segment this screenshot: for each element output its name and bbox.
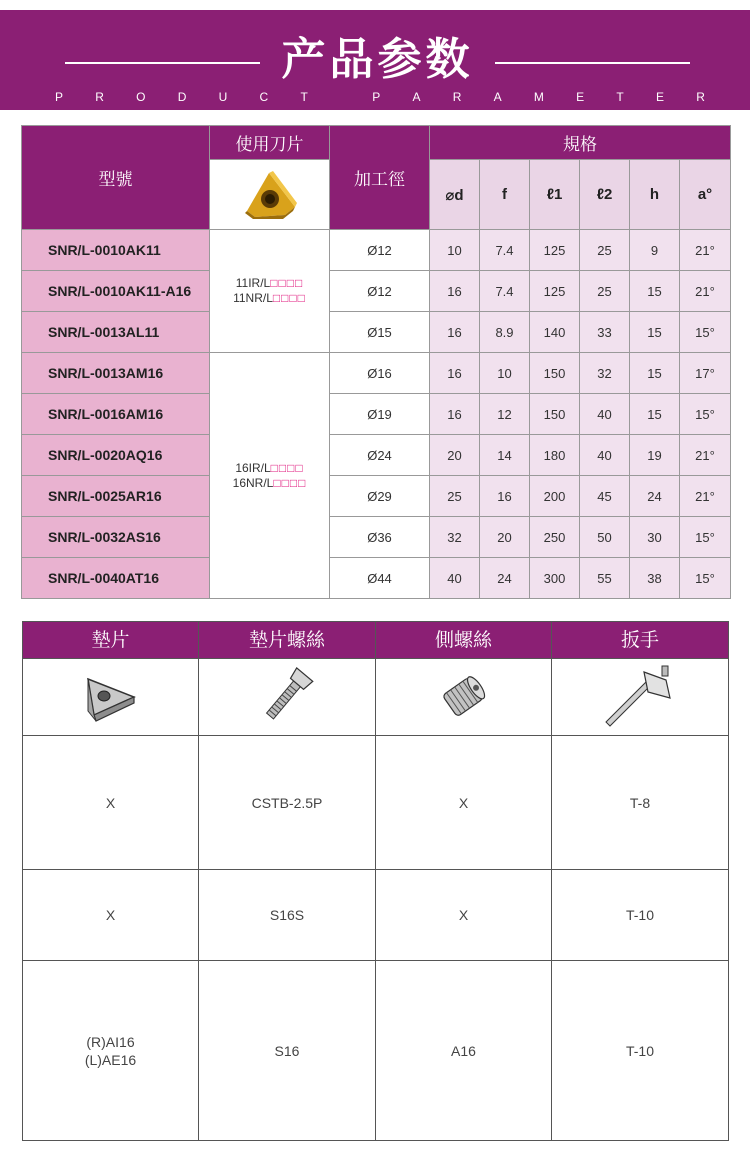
table-row bbox=[22, 476, 731, 517]
bore-cell: Ø24 bbox=[330, 435, 430, 476]
l2-cell: 25 bbox=[580, 230, 630, 271]
model-cell: SNR/L-0025AR16 bbox=[22, 476, 210, 517]
model-cell: SNR/L-0013AM16 bbox=[22, 353, 210, 394]
bore-cell: Ø44 bbox=[330, 558, 430, 599]
h-cell: 24 bbox=[630, 476, 680, 517]
l2-cell: 50 bbox=[580, 517, 630, 558]
insert-code-suffix: □□□□ bbox=[273, 475, 307, 490]
side-screw-image-cell bbox=[376, 659, 552, 736]
d-cell: 40 bbox=[430, 558, 480, 599]
subtitle-letter: D bbox=[177, 90, 187, 104]
table-row bbox=[23, 961, 729, 1141]
l1-cell: 125 bbox=[530, 230, 580, 271]
a-cell: 17° bbox=[680, 353, 731, 394]
header-wrench: 扳手 bbox=[552, 622, 729, 659]
h-cell: 15 bbox=[630, 271, 680, 312]
a-cell: 15° bbox=[680, 394, 731, 435]
header-model: 型號 bbox=[22, 126, 210, 230]
table-row bbox=[23, 870, 729, 961]
model-cell: SNR/L-0010AK11 bbox=[22, 230, 210, 271]
model-cell: SNR/L-0020AQ16 bbox=[22, 435, 210, 476]
wrench-cell: T-8 bbox=[552, 736, 729, 870]
f-cell: 16 bbox=[480, 476, 530, 517]
h-cell: 15 bbox=[630, 394, 680, 435]
insert-code: 16NR/L bbox=[232, 475, 274, 490]
insert-code-suffix: □□□□ bbox=[270, 276, 304, 290]
header-side-screw: 側螺絲 bbox=[376, 622, 552, 659]
insert-code-suffix: □□□□ bbox=[270, 460, 304, 475]
d-cell: 20 bbox=[430, 435, 480, 476]
h-cell: 38 bbox=[630, 558, 680, 599]
a-cell: 15° bbox=[680, 517, 731, 558]
l1-cell: 250 bbox=[530, 517, 580, 558]
bore-cell: Ø12 bbox=[330, 230, 430, 271]
header-shim: 墊片 bbox=[23, 622, 199, 659]
l1-cell: 150 bbox=[530, 394, 580, 435]
model-cell: SNR/L-0040AT16 bbox=[22, 558, 210, 599]
table-row bbox=[22, 558, 731, 599]
subtitle-letter: T bbox=[300, 90, 308, 104]
shim-cell bbox=[23, 736, 199, 870]
shim-value: (R)AI16 bbox=[86, 1033, 135, 1050]
l1-cell: 180 bbox=[530, 435, 580, 476]
header-shim-screw: 墊片螺絲 bbox=[199, 622, 376, 659]
insert-group-11 bbox=[210, 230, 330, 353]
f-cell: 8.9 bbox=[480, 312, 530, 353]
shim-image-cell bbox=[23, 659, 199, 736]
side-screw-cell: A16 bbox=[376, 961, 552, 1141]
bore-cell: Ø15 bbox=[330, 312, 430, 353]
l2-cell: 45 bbox=[580, 476, 630, 517]
l2-cell: 40 bbox=[580, 435, 630, 476]
a-cell: 21° bbox=[680, 476, 731, 517]
h-cell: 15 bbox=[630, 353, 680, 394]
subtitle-letter: T bbox=[616, 90, 624, 104]
header-insert: 使用刀片 bbox=[210, 126, 330, 160]
spec-col-f: f bbox=[480, 160, 530, 230]
d-cell: 32 bbox=[430, 517, 480, 558]
threading-insert-icon bbox=[235, 167, 305, 219]
l2-cell: 33 bbox=[580, 312, 630, 353]
f-cell: 14 bbox=[480, 435, 530, 476]
d-cell: 25 bbox=[430, 476, 480, 517]
table-row bbox=[22, 517, 731, 558]
subtitle-letter: U bbox=[218, 90, 228, 104]
page-title: 产品参数 bbox=[281, 34, 474, 85]
table-row bbox=[22, 394, 731, 435]
shim-value: (L)AE16 bbox=[84, 1051, 137, 1068]
subtitle-letter: P bbox=[55, 90, 64, 104]
bore-cell: Ø16 bbox=[330, 353, 430, 394]
model-cell: SNR/L-0032AS16 bbox=[22, 517, 210, 558]
side-screw-cell: X bbox=[376, 870, 552, 961]
table-row bbox=[22, 230, 731, 271]
a-cell: 15° bbox=[680, 312, 731, 353]
model-cell: SNR/L-0016AM16 bbox=[22, 394, 210, 435]
shim-icon bbox=[76, 667, 146, 723]
shim-value: X bbox=[105, 907, 116, 923]
table-row bbox=[22, 271, 731, 312]
shim-cell bbox=[23, 961, 199, 1141]
l1-cell: 300 bbox=[530, 558, 580, 599]
subtitle-letter: A bbox=[412, 90, 421, 104]
subtitle-letter: M bbox=[533, 90, 544, 104]
wrench-image-cell bbox=[552, 659, 729, 736]
l1-cell: 140 bbox=[530, 312, 580, 353]
bore-cell: Ø19 bbox=[330, 394, 430, 435]
header-bore: 加工徑 bbox=[330, 126, 430, 230]
a-cell: 21° bbox=[680, 230, 731, 271]
insert-code-suffix: □□□□ bbox=[272, 291, 306, 305]
subtitle-letter: A bbox=[493, 90, 502, 104]
subtitle-letter: E bbox=[655, 90, 664, 104]
shim-screw-cell: CSTB-2.5P bbox=[199, 736, 376, 870]
parameter-table bbox=[21, 125, 731, 599]
l2-cell: 25 bbox=[580, 271, 630, 312]
l1-cell: 200 bbox=[530, 476, 580, 517]
title-rule-right bbox=[495, 62, 690, 64]
f-cell: 7.4 bbox=[480, 271, 530, 312]
subtitle-letter: P bbox=[372, 90, 381, 104]
wrench-cell: T-10 bbox=[552, 870, 729, 961]
page-subtitle bbox=[55, 90, 705, 110]
d-cell: 16 bbox=[430, 271, 480, 312]
subtitle-letter: C bbox=[259, 90, 269, 104]
shim-screw-cell: S16S bbox=[199, 870, 376, 961]
spec-col-d: ⌀d bbox=[430, 160, 480, 230]
table-row bbox=[22, 435, 731, 476]
f-cell: 12 bbox=[480, 394, 530, 435]
side-screw-cell: X bbox=[376, 736, 552, 870]
wrench-icon bbox=[600, 662, 680, 728]
h-cell: 15 bbox=[630, 312, 680, 353]
l2-cell: 32 bbox=[580, 353, 630, 394]
a-cell: 21° bbox=[680, 435, 731, 476]
table-row bbox=[23, 736, 729, 870]
subtitle-letter: R bbox=[95, 90, 104, 104]
a-cell: 21° bbox=[680, 271, 731, 312]
header-banner bbox=[0, 10, 750, 110]
shim-screw-image-cell bbox=[199, 659, 376, 736]
wrench-cell: T-10 bbox=[552, 961, 729, 1141]
d-cell: 16 bbox=[430, 312, 480, 353]
header-spec: 規格 bbox=[430, 126, 731, 160]
title-rule-left bbox=[65, 62, 260, 64]
h-cell: 19 bbox=[630, 435, 680, 476]
insert-code: 16IR/L bbox=[235, 460, 271, 475]
l2-cell: 55 bbox=[580, 558, 630, 599]
bore-cell: Ø29 bbox=[330, 476, 430, 517]
insert-image-cell bbox=[210, 160, 330, 230]
shim-cell bbox=[23, 870, 199, 961]
h-cell: 30 bbox=[630, 517, 680, 558]
l1-cell: 150 bbox=[530, 353, 580, 394]
d-cell: 16 bbox=[430, 353, 480, 394]
f-cell: 7.4 bbox=[480, 230, 530, 271]
subtitle-letter: R bbox=[452, 90, 462, 104]
accessories-table bbox=[22, 621, 729, 1141]
table-row bbox=[22, 312, 731, 353]
spec-col-l2: ℓ2 bbox=[580, 160, 630, 230]
side-screw-icon bbox=[434, 667, 494, 723]
bore-cell: Ø12 bbox=[330, 271, 430, 312]
subtitle-letter: R bbox=[696, 90, 705, 104]
model-cell: SNR/L-0010AK11-A16 bbox=[22, 271, 210, 312]
d-cell: 16 bbox=[430, 394, 480, 435]
insert-code: 11NR/L bbox=[233, 291, 273, 305]
model-cell: SNR/L-0013AL11 bbox=[22, 312, 210, 353]
spec-col-a: a° bbox=[680, 160, 731, 230]
l1-cell: 125 bbox=[530, 271, 580, 312]
f-cell: 10 bbox=[480, 353, 530, 394]
d-cell: 10 bbox=[430, 230, 480, 271]
subtitle-letter: O bbox=[136, 90, 146, 104]
spec-col-h: h bbox=[630, 160, 680, 230]
h-cell: 9 bbox=[630, 230, 680, 271]
f-cell: 24 bbox=[480, 558, 530, 599]
shim-value: X bbox=[105, 794, 116, 811]
shim-screw-icon bbox=[252, 663, 322, 727]
insert-code: 11IR/L bbox=[235, 276, 271, 290]
a-cell: 15° bbox=[680, 558, 731, 599]
subtitle-letter: E bbox=[576, 90, 585, 104]
table-row bbox=[22, 353, 731, 394]
l2-cell: 40 bbox=[580, 394, 630, 435]
f-cell: 20 bbox=[480, 517, 530, 558]
insert-group-16 bbox=[210, 353, 330, 599]
spec-col-l1: ℓ1 bbox=[530, 160, 580, 230]
shim-screw-cell: S16 bbox=[199, 961, 376, 1141]
bore-cell: Ø36 bbox=[330, 517, 430, 558]
